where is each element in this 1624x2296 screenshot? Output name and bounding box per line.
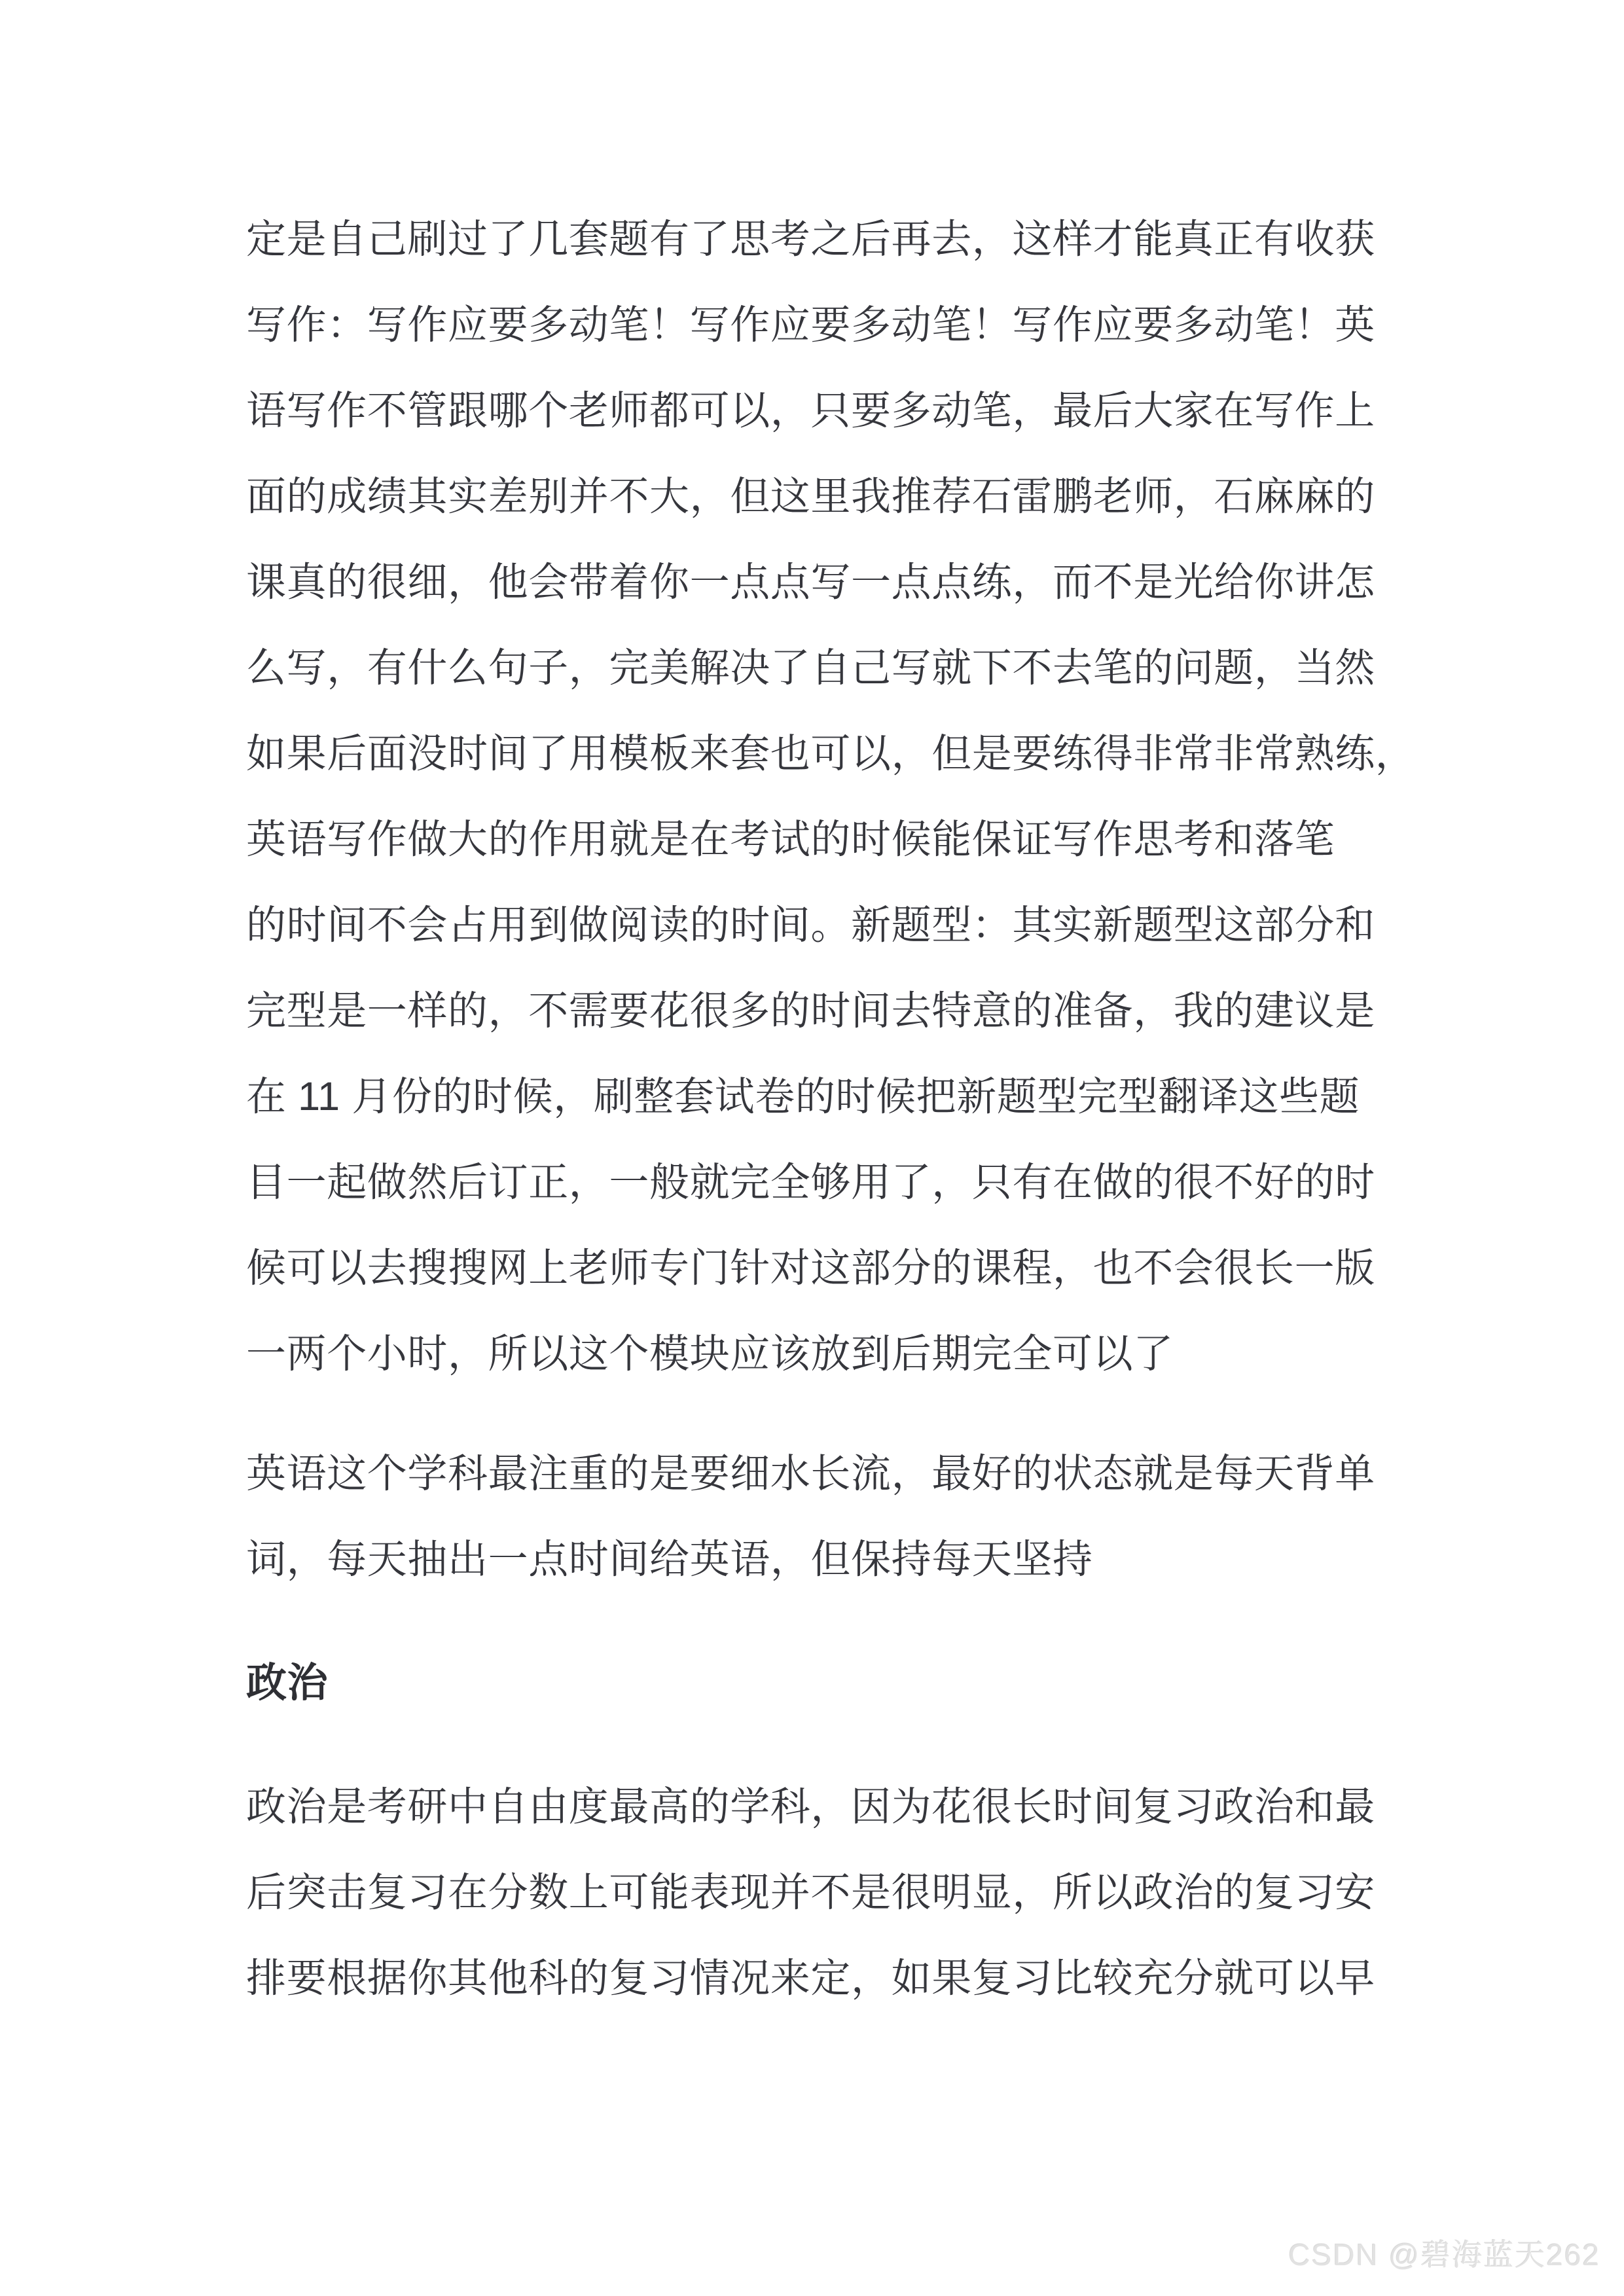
text-line: 词，每天抽出一点时间给英语，但保持每天坚持	[246, 1537, 1093, 1581]
text-line: 候可以去搜搜网上老师专门针对这部分的课程，也不会很长一版	[246, 1246, 1375, 1290]
text-line: 政治是考研中自由度最高的学科，因为花很长时间复习政治和最	[246, 1784, 1375, 1829]
csdn-watermark: CSDN @碧海蓝天262	[1288, 2238, 1600, 2272]
text-line: 英语写作做大的作用就是在考试的时候能保证写作思考和落笔	[246, 817, 1335, 861]
text-line: 在 11 月份的时候，刷整套试卷的时候把新题型完型翻译这些题	[246, 1074, 1360, 1119]
text-line: 的时间不会占用到做阅读的时间。新题型：其实新题型这部分和	[246, 903, 1375, 947]
text-line: 后突击复习在分数上可能表现并不是很明显，所以政治的复习安	[246, 1870, 1375, 1914]
text-line: 排要根据你其他科的复习情况来定，如果复习比较充分就可以早	[246, 1956, 1375, 2000]
text-line: 目一起做然后订正，一般就完全够用了，只有在做的很不好的时	[246, 1160, 1375, 1204]
text-line: 英语这个学科最注重的是要细水长流，最好的状态就是每天背单	[246, 1451, 1375, 1496]
article-page	[246, 196, 1418, 2021]
section-heading-politics: 政治	[246, 1660, 329, 1706]
paragraph-english-writing	[246, 196, 1418, 1397]
paragraph-politics	[246, 1764, 1418, 2021]
text-line: 如果后面没时间了用模板来套也可以，但是要练得非常非常熟练，	[246, 731, 1416, 776]
text-line: 课真的很细，他会带着你一点点写一点点练，而不是光给你讲怎	[246, 560, 1375, 604]
text-line: 面的成绩其实差别并不大，但这里我推荐石雷鹏老师，石麻麻的	[246, 474, 1375, 518]
text-line: 语写作不管跟哪个老师都可以，只要多动笔，最后大家在写作上	[246, 388, 1375, 433]
text-line: 一两个小时，所以这个模块应该放到后期完全可以了	[246, 1331, 1174, 1376]
text-line: 么写，有什么句子，完美解决了自己写就下不去笔的问题，当然	[246, 645, 1375, 690]
paragraph-english-summary	[246, 1431, 1418, 1602]
text-line: 完型是一样的，不需要花很多的时间去特意的准备，我的建议是	[246, 988, 1375, 1033]
text-line: 写作：写作应要多动笔！写作应要多动笔！写作应要多动笔！英	[246, 302, 1375, 347]
text-line: 定是自己刷过了几套题有了思考之后再去，这样才能真正有收获	[246, 217, 1375, 261]
